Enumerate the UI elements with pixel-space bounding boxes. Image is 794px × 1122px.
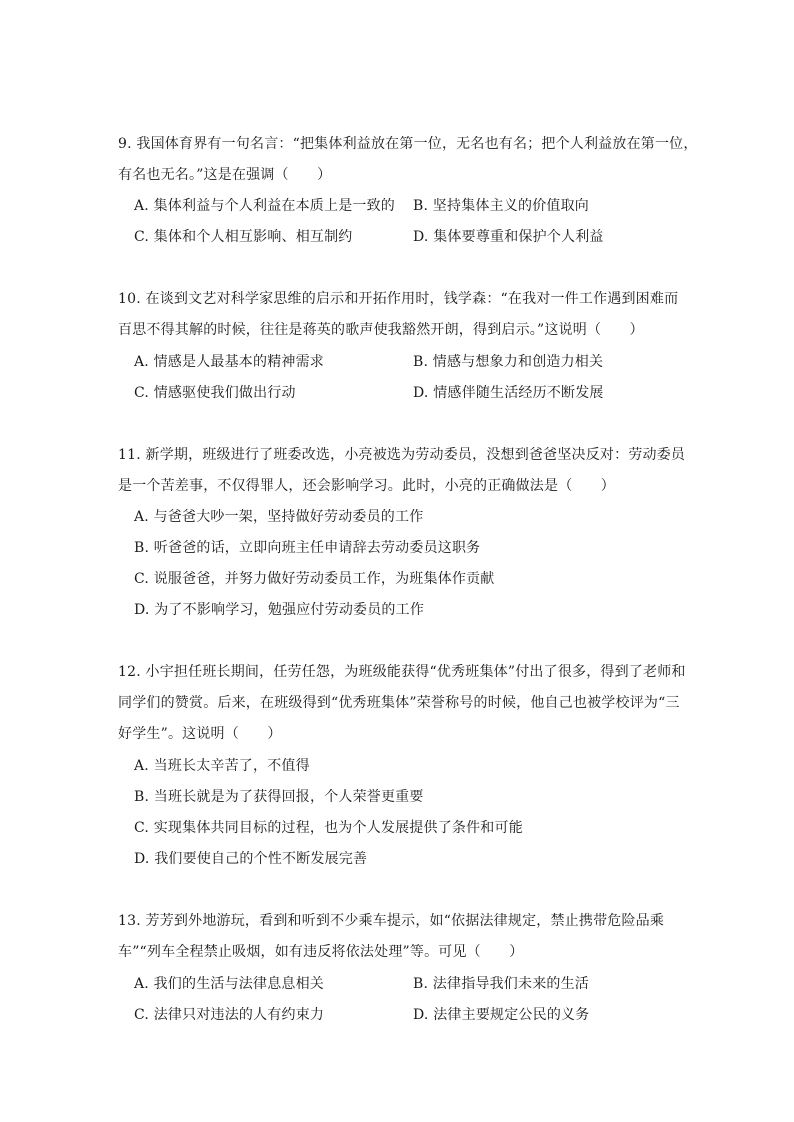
question-12-option-b: B. 当班长就是为了获得回报，个人荣誉更重要 (134, 789, 424, 805)
question-13-stem-line-1: 13. 芳芳到外地游玩，看到和听到不少乘车提示，如“依据法律规定，禁止携带危险品乘 (118, 913, 665, 929)
question-10-option-c: C. 情感驱使我们做出行动 (134, 385, 296, 401)
question-9-option-c: C. 集体和个人相互影响、相互制约 (134, 229, 353, 245)
question-10-option-a: A. 情感是人最基本的精神需求 (134, 354, 325, 370)
question-9-option-a: A. 集体利益与个人利益在本质上是一致的 (134, 198, 396, 214)
question-12-option-d: D. 我们要使自己的个性不断发展完善 (134, 851, 368, 867)
question-11-option-b: B. 听爸爸的话，立即向班主任申请辞去劳动委员这职务 (134, 540, 481, 556)
question-12-option-c: C. 实现集体共同目标的过程，也为个人发展提供了条件和可能 (134, 820, 523, 836)
question-11-stem-line-2: 是一个苦差事，不仅得罪人，还会影响学习。此时，小亮的正确做法是（ ） (118, 478, 615, 494)
question-12-stem-line-1: 12. 小宇担任班长期间，任劳任怨，为班级能获得“优秀班集体”付出了很多，得到了老师和 (118, 664, 686, 680)
question-13-option-a: A. 我们的生活与法律息息相关 (134, 976, 325, 992)
question-10-option-d: D. 情感伴随生活经历不断发展 (413, 385, 604, 401)
question-10-option-b: B. 情感与想象力和创造力相关 (413, 354, 604, 370)
question-9-option-b: B. 坚持集体主义的价值取向 (413, 198, 589, 214)
question-10-stem-line-1: 10. 在谈到文艺对科学家思维的启示和开拓作用时，钱学森：“在我对一件工作遇到困难而 (118, 291, 679, 307)
question-11-option-c: C. 说服爸爸，并努力做好劳动委员工作，为班集体作贡献 (134, 571, 495, 587)
question-12-stem-line-2: 同学们的赞赏。后来，在班级得到“优秀班集体”荣誉称号的时候，他自己也被学校评为“三 (118, 695, 680, 711)
question-11-option-a: A. 与爸爸大吵一架，坚持做好劳动委员的工作 (134, 509, 424, 525)
question-13-option-b: B. 法律指导我们未来的生活 (413, 976, 589, 992)
question-9-stem-line-2: 有名也无名。”这是在强调（ ） (118, 167, 332, 183)
question-12-option-a: A. 当班长太辛苦了，不值得 (134, 758, 310, 774)
question-11-option-d: D. 为了不影响学习，勉强应付劳动委员的工作 (134, 602, 425, 618)
question-13-option-c: C. 法律只对违法的人有约束力 (134, 1007, 325, 1023)
question-9-stem-line-1: 9. 我国体育界有一句名言：“把集体利益放在第一位，无名也有名；把个人利益放在第一位， (118, 136, 698, 152)
question-12-stem-line-3: 好学生”。这说明（ ） (118, 726, 282, 742)
question-13-stem-line-2: 车”“列车全程禁止吸烟，如有违反将依法处理”等。可见（ ） (118, 944, 524, 960)
question-13-option-d: D. 法律主要规定公民的义务 (413, 1007, 590, 1023)
question-9-option-d: D. 集体要尊重和保护个人利益 (413, 229, 604, 245)
question-11-stem-line-1: 11. 新学期，班级进行了班委改选，小亮被选为劳动委员，没想到爸爸坚决反对：劳动委员 (118, 447, 686, 463)
question-10-stem-line-2: 百思不得其解的时候，往往是蒋英的歌声使我豁然开朗，得到启示。”这说明（ ） (118, 322, 644, 338)
